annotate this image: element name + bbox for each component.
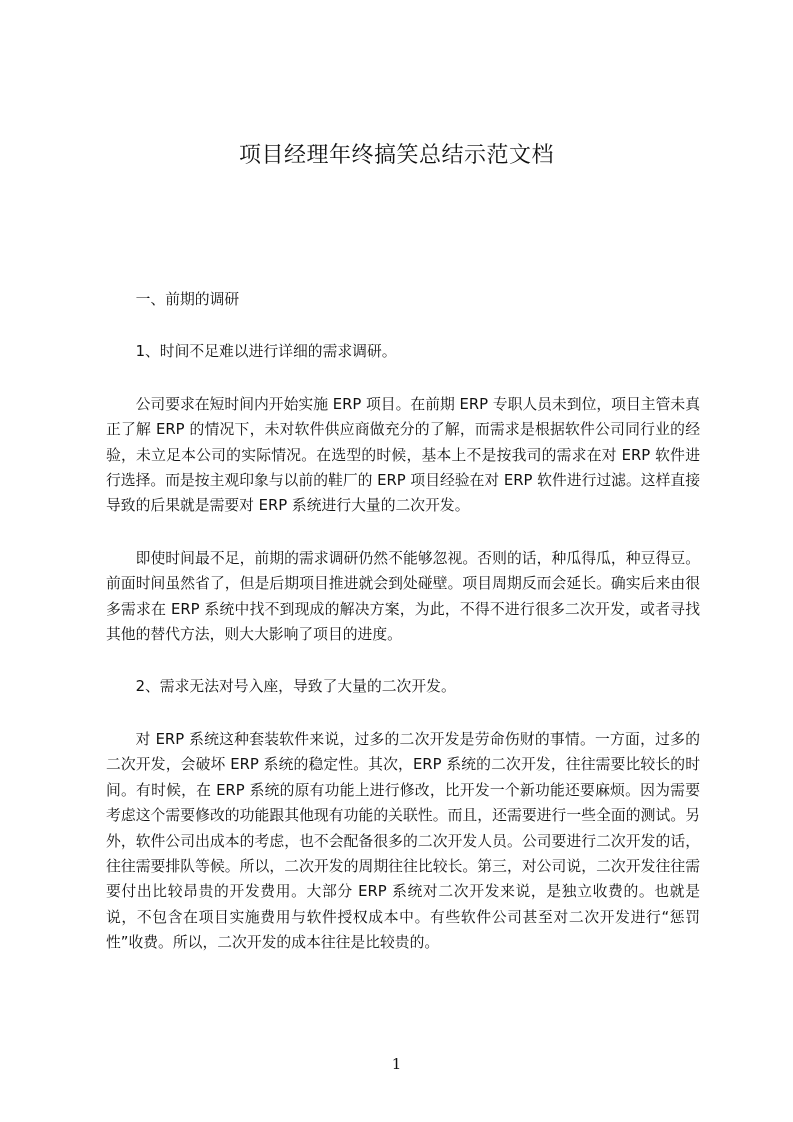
- subsection-heading: 1、时间不足难以进行详细的需求调研。: [135, 343, 397, 361]
- body-paragraph: 对 ERP 系统这种套装软件来说，过多的二次开发是劳命伤财的事情。一方面，过多的二次开发，会破坏 ERP 系统的稳定性。其次，ERP 系统的二次开发，往往需要比较长的时间。有时候，在 ERP 系统的原有功能上进行修改，比开发一个新功能还要麻烦。因为需要考虑这个需要修改的功能跟其他现有功能的关联性。而且，还需要进行一些全面的测试。另外，软件公司出成本的考虑，也不会配备很多的二次开发人员。公司要进行二次开发的话，往往需要排队等候。所以，二次开发的周期往往比较长。第三，对公司说，二次开发往往需要付出比较昂贵的开发费用。大部分 ERP 系统对二次开发来说，是独立收费的。也就是说，不包含在项目实施费用与软件授权成本中。有些软件公司甚至对二次开发进行“惩罚性”收费。所以，二次开发的成本往往是比较贵的。: [106, 730, 700, 952]
- body-paragraph: 公司要求在短时间内开始实施 ERP 项目。在前期 ERP 专职人员未到位，项目主管未真正了解 ERP 的情况下，未对软件供应商做充分的了解，而需求是根据软件公司同行业的经验，未立足本公司的实际情况。在选型的时候，基本上不是按我司的需求在对 ERP 软件进行选择。而是按主观印象与以前的鞋厂的 ERP 项目经验在对 ERP 软件进行过滤。这样直接导致的后果就是需要对 ERP 系统进行大量的二次开发。: [106, 395, 700, 515]
- body-paragraph: 即使时间最不足，前期的需求调研仍然不能够忽视。否则的话，种瓜得瓜，种豆得豆。前面时间虽然省了，但是后期项目推进就会到处碰壁。项目周期反而会延长。确实后来由很多需求在 ERP 系统中找不到现成的解决方案，为此，不得不进行很多二次开发，或者寻找其他的替代方法，则大大影响了项目的进度。: [106, 549, 700, 644]
- document-body: [106, 287, 700, 983]
- subsection-heading: 2、需求无法对号入座，导致了大量的二次开发。: [135, 678, 456, 696]
- page-number: 1: [391, 1055, 402, 1073]
- section-heading: 一、前期的调研: [135, 291, 240, 308]
- document-title: 项目经理年终搞笑总结示范文档: [238, 143, 554, 168]
